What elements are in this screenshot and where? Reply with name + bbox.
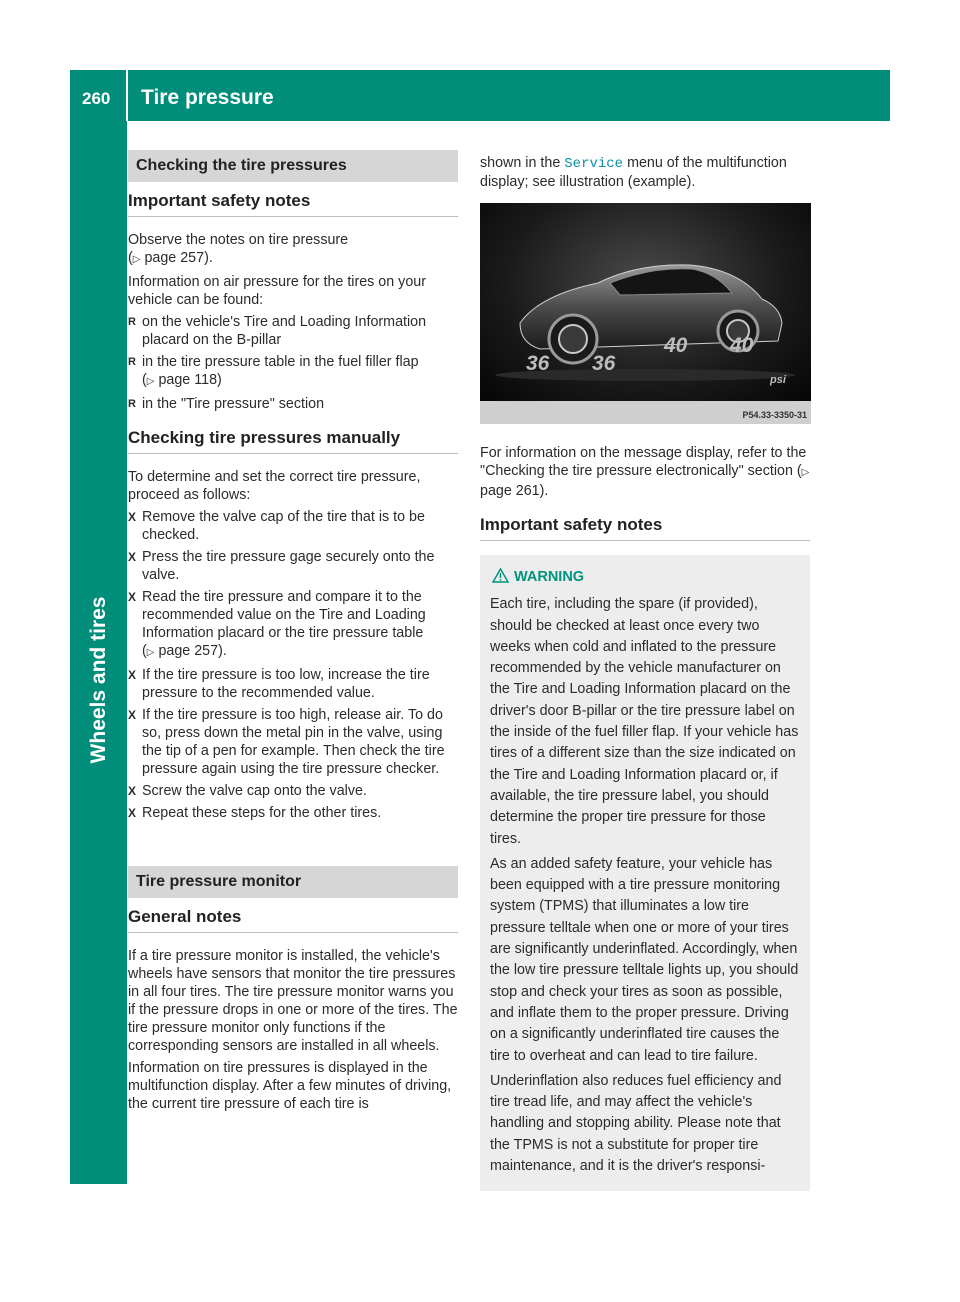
- step-item: X Remove the valve cap of the tire that is to be checked.: [128, 508, 458, 544]
- step-item-text: Read the tire pressure and compare it to the recommended value on the Tire and Loading Information placard or the tire pressure table: [142, 589, 426, 641]
- page-ref-icon: ▷: [146, 376, 155, 387]
- step-item: X If the tire pressure is too high, release air. To do so, press down the metal pin in the valve, using the tip of a pen for example. Then check the tire pressure again using the tire pressure checker.: [128, 706, 458, 778]
- page-ref-icon: ▷: [801, 467, 810, 478]
- step-item: X Repeat these steps for the other tires.: [128, 804, 458, 822]
- page-ref-icon: ▷: [146, 647, 155, 658]
- step-item: X Screw the valve cap onto the valve.: [128, 782, 458, 800]
- figure-id: P54.33-3350-31: [742, 410, 807, 420]
- left-column: [128, 150, 458, 1117]
- service-menu-label: Service: [564, 156, 624, 172]
- page-ref-icon: ▷: [132, 254, 141, 265]
- header-divider: [126, 70, 128, 121]
- tire-pressure-value: 36: [526, 352, 550, 375]
- paragraph-message-text: For information on the message display, refer to the "Checking the tire pressure electronically" section: [480, 445, 807, 479]
- page-ref-link[interactable]: page 257).: [144, 250, 213, 266]
- subheading-safety-notes-2: Important safety notes: [480, 516, 810, 541]
- list-item: R in the tire pressure table in the fuel filler flap (▷ page 118): [128, 353, 458, 391]
- step-item: X If the tire pressure is too low, increase the tire pressure to the recommended value.: [128, 666, 458, 702]
- chapter-title: Tire pressure: [141, 86, 274, 109]
- warning-paragraph: As an added safety feature, your vehicle has been equipped with a tire pressure monitoring system (TPMS) that illuminates a low tire pressure telltale when one or more of your tires are significantly underinflated. Accordingly, when the low tire pressure telltale lights up, you should stop and check your tires as soon as possible, and inflate them to the proper pressure. Driving on a significantly underinflated tire causes the tire to overheat and can lead to tire failure.: [490, 855, 799, 1064]
- warning-triangle-icon: [492, 568, 509, 583]
- subheading-safety-notes: Important safety notes: [128, 192, 458, 217]
- right-column: [480, 154, 810, 1191]
- section-title-checking: Checking the tire pressures: [128, 150, 458, 182]
- warning-title: WARNING: [514, 569, 585, 585]
- list-item-text: in the tire pressure table in the fuel filler flap: [142, 354, 419, 370]
- warning-heading: [490, 567, 800, 588]
- step-item: X Press the tire pressure gage securely onto the valve.: [128, 548, 458, 584]
- warning-box: [480, 555, 810, 1191]
- paragraph-determine: To determine and set the correct tire pressure, proceed as follows:: [128, 469, 421, 503]
- subheading-manual-check: Checking tire pressures manually: [128, 429, 458, 454]
- pressure-unit: psi: [770, 374, 786, 386]
- list-item: R on the vehicle's Tire and Loading Information placard on the B-pillar: [128, 313, 458, 349]
- warning-paragraph: Underinflation also reduces fuel efficiency and tire tread life, and may affect the vehicle's handling and stopping ability. Please note that the TPMS is not a substitute for proper tire maintenance, and it is the driver's responsi-: [490, 1072, 782, 1175]
- paragraph-monitor: If a tire pressure monitor is installed, the vehicle's wheels have sensors that monitor the tire pressures in all four tires. The tire pressure monitor warns you if the pressure drops in one or more of the tires. The tire pressure monitor only functions if the corresponding sensors are installed in all wheels.: [128, 948, 458, 1054]
- paragraph-service-text-after: menu of the multifunction display; see illustration (example).: [480, 155, 787, 190]
- page-number: 260: [82, 89, 111, 108]
- paragraph-info: Information on air pressure for the tires on your vehicle can be found:: [128, 274, 426, 308]
- warning-paragraph: Each tire, including the spare (if provided), should be checked at least once every two weeks when cold and inflated to the pressure recommended by the vehicle manufacturer on the Tire and Loading Information placard on the driver's door B-pillar or the tire pressure label on the inside of the fuel filler flap. If your vehicle has tires of a different size than the size indicated on the Tire and Loading Information placard or, if available, the tire pressure label, you should determine the proper tire pressure for those tires.: [490, 596, 799, 847]
- paragraph-display: Information on tire pressures is displayed in the multifunction display. After a few minutes of driving, the current tire pressure of each tire is: [128, 1060, 452, 1112]
- step-item: X Read the tire pressure and compare it to the recommended value on the Tire and Loading Information placard or the tire pressure table (▷ page 257).: [128, 588, 458, 662]
- page-ref-link[interactable]: page 261).: [480, 483, 549, 499]
- list-item: R in the "Tire pressure" section: [128, 395, 458, 413]
- section-title-tpm: Tire pressure monitor: [128, 866, 458, 898]
- page-ref-link[interactable]: page 257).: [158, 643, 227, 659]
- paragraph-service-text-before: shown in the: [480, 155, 561, 171]
- tire-pressure-value: 40: [730, 334, 754, 357]
- subheading-general-notes: General notes: [128, 908, 458, 933]
- paragraph-service-menu: [480, 154, 810, 191]
- paragraph-observe-text: Observe the notes on tire pressure: [128, 232, 349, 248]
- page-ref-link[interactable]: page 118): [158, 372, 222, 388]
- tire-pressure-illustration: [480, 203, 811, 424]
- tire-pressure-value: 36: [592, 352, 616, 375]
- paragraph-observe: Observe the notes on tire pressure (▷ page 257).: [128, 232, 349, 266]
- side-tab-label: Wheels and tires: [86, 596, 110, 764]
- tire-pressure-value: 40: [664, 334, 688, 357]
- paragraph-message-display: For information on the message display, refer to the "Checking the tire pressure electronically" section (▷ page 261).: [480, 445, 810, 499]
